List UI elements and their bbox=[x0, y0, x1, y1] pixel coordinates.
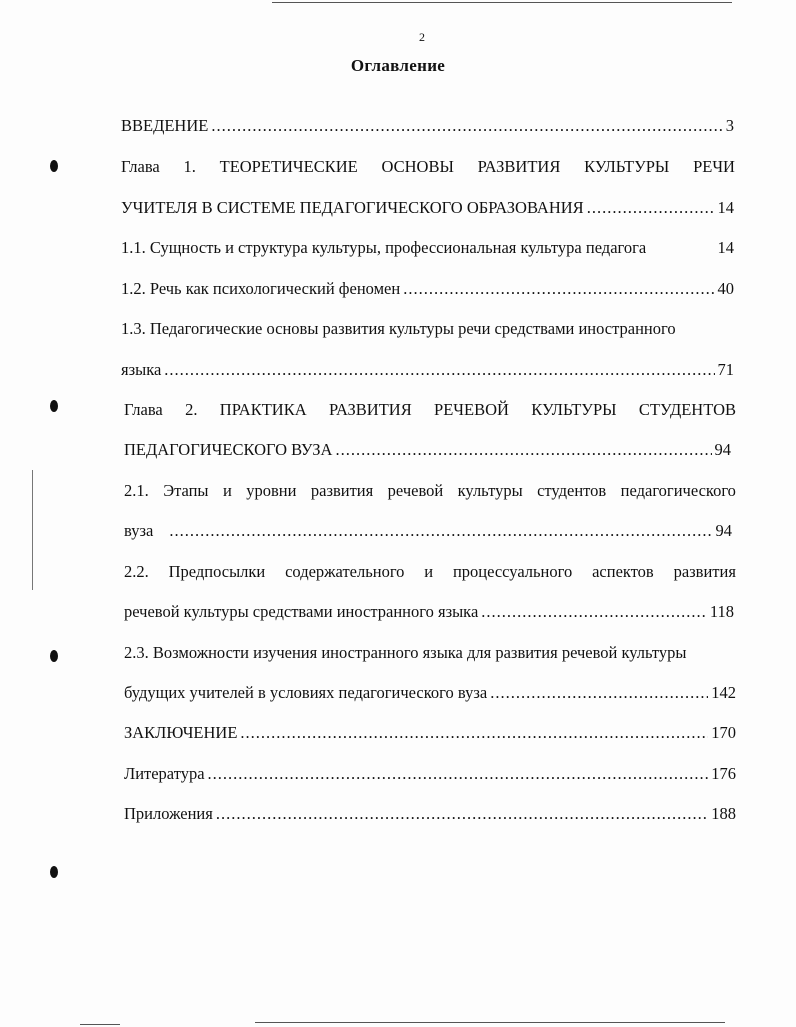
toc-word: Глава bbox=[124, 400, 163, 419]
toc-entry-1-3-line-2 bbox=[121, 360, 734, 380]
toc-leader-dots bbox=[164, 360, 714, 380]
toc-word: и bbox=[222, 481, 232, 500]
binding-hole-mark bbox=[50, 650, 58, 662]
toc-leader-dots bbox=[208, 764, 709, 784]
toc-word: СТУДЕНТОВ bbox=[638, 400, 736, 419]
toc-entry-title: языка bbox=[121, 360, 162, 379]
toc-word: 1. bbox=[183, 157, 196, 176]
toc-word: развития bbox=[310, 481, 374, 500]
scan-edge-bottom-left bbox=[80, 1024, 120, 1025]
toc-word: РЕЧЕВОЙ bbox=[434, 400, 509, 419]
toc-entry-page: 142 bbox=[711, 683, 736, 702]
toc-leader-dots bbox=[403, 279, 714, 299]
toc-word: речевой bbox=[387, 481, 444, 500]
toc-entry-1-1 bbox=[121, 238, 734, 258]
toc-word: содержательного bbox=[285, 562, 405, 581]
toc-entry-title: Приложения bbox=[124, 804, 213, 823]
toc-word: РАЗВИТИЯ bbox=[328, 400, 412, 419]
toc-entry-conclusion bbox=[124, 723, 736, 743]
binding-hole-mark bbox=[50, 160, 58, 172]
toc-entry-literature bbox=[124, 764, 736, 784]
toc-word: КУЛЬТУРЫ bbox=[584, 157, 670, 176]
toc-word: 2.1. bbox=[124, 481, 149, 500]
toc-entry-title: будущих учителей в условиях педагогического вуза bbox=[124, 683, 488, 702]
binding-hole-mark bbox=[50, 866, 58, 878]
toc-leader-dots bbox=[587, 198, 715, 218]
toc-word: 2.2. bbox=[124, 562, 149, 581]
toc-word: РЕЧИ bbox=[693, 157, 735, 176]
toc-entry-2-3-line-2 bbox=[124, 683, 736, 703]
toc-entry-page: 3 bbox=[725, 116, 734, 135]
toc-entry-page: 188 bbox=[711, 804, 736, 823]
toc-entry-title: вуза bbox=[124, 521, 154, 540]
toc-entry-chapter-2-line-2 bbox=[124, 440, 731, 460]
toc-entry-chapter-2-line-1 bbox=[124, 400, 736, 420]
toc-word: Глава bbox=[121, 157, 160, 176]
toc-word: педагогического bbox=[620, 481, 736, 500]
toc-word: 2. bbox=[185, 400, 198, 419]
toc-entry-title: речевой культуры средствами иностранного языка bbox=[124, 602, 479, 621]
toc-entry-page: 170 bbox=[711, 723, 736, 742]
toc-word: культуры bbox=[457, 481, 523, 500]
toc-leader-dots bbox=[211, 116, 722, 136]
toc-entry-title: 1.3. Педагогические основы развития культуры речи средствами иностранного bbox=[121, 319, 676, 338]
toc-entry-page: 94 bbox=[715, 521, 732, 540]
toc-leader-dots bbox=[240, 723, 708, 743]
toc-entry-2-1-line-2 bbox=[124, 521, 732, 541]
toc-word: Этапы bbox=[163, 481, 209, 500]
toc-entry-page: 14 bbox=[717, 238, 734, 257]
toc-entry-2-1-line-1 bbox=[124, 481, 736, 501]
toc-entry-title: 2.3. Возможности изучения иностранного языка для развития речевой культуры bbox=[124, 643, 687, 662]
toc-leader-dots bbox=[490, 683, 708, 703]
toc-word: уровни bbox=[246, 481, 297, 500]
toc-leader-dots bbox=[335, 440, 711, 460]
toc-entry-2-2-line-2 bbox=[124, 602, 734, 622]
toc-word: развития bbox=[673, 562, 736, 581]
toc-entry-1-2 bbox=[121, 279, 734, 299]
page-title: Оглавление bbox=[350, 56, 446, 75]
binding-hole-mark bbox=[50, 400, 58, 412]
scan-edge-bottom bbox=[255, 1022, 725, 1023]
toc-word: КУЛЬТУРЫ bbox=[531, 400, 617, 419]
toc-word: ТЕОРЕТИЧЕСКИЕ bbox=[219, 157, 358, 176]
toc-word: процессуального bbox=[452, 562, 573, 581]
toc-word: и bbox=[424, 562, 434, 581]
scan-margin-line bbox=[32, 470, 33, 590]
toc-entry-title: ПЕДАГОГИЧЕСКОГО ВУЗА bbox=[124, 440, 333, 459]
toc-entry-intro bbox=[121, 116, 734, 136]
toc-entry-chapter-1-line-2 bbox=[121, 198, 734, 218]
toc-entry-page: 14 bbox=[717, 198, 734, 217]
toc-entry-appendices bbox=[124, 804, 736, 824]
toc-entry-page: 40 bbox=[717, 279, 734, 298]
toc-word: студентов bbox=[537, 481, 607, 500]
scan-edge-top bbox=[272, 2, 732, 3]
toc-word: аспектов bbox=[592, 562, 654, 581]
toc-leader-dots bbox=[169, 521, 712, 541]
toc-entry-page: 94 bbox=[714, 440, 731, 459]
toc-entry-title: УЧИТЕЛЯ В СИСТЕМЕ ПЕДАГОГИЧЕСКОГО ОБРАЗОВАНИЯ bbox=[121, 198, 584, 217]
toc-entry-title: ВВЕДЕНИЕ bbox=[121, 116, 209, 135]
toc-entry-2-2-line-1 bbox=[124, 562, 736, 582]
toc-word: Предпосылки bbox=[168, 562, 266, 581]
toc-entry-title: Литература bbox=[124, 764, 205, 783]
toc-word: ОСНОВЫ bbox=[381, 157, 454, 176]
toc-entry-page: 176 bbox=[711, 764, 736, 783]
toc-entry-2-3-line-1 bbox=[124, 643, 687, 663]
toc-word: ПРАКТИКА bbox=[219, 400, 307, 419]
toc-entry-title: 1.2. Речь как психологический феномен bbox=[121, 279, 401, 298]
toc-leader-dots bbox=[481, 602, 707, 622]
toc-entry-page: 118 bbox=[709, 602, 734, 621]
toc-leader-dots bbox=[216, 804, 708, 824]
toc-entry-chapter-1-line-1 bbox=[121, 157, 735, 177]
toc-entry-title: ЗАКЛЮЧЕНИЕ bbox=[124, 723, 238, 742]
page-number: 2 bbox=[419, 30, 425, 44]
toc-word: РАЗВИТИЯ bbox=[477, 157, 561, 176]
toc-entry-1-3-line-1 bbox=[121, 319, 676, 339]
toc-entry-title: 1.1. Сущность и структура культуры, профессиональная культура педагога bbox=[121, 238, 647, 257]
toc-entry-page: 71 bbox=[717, 360, 734, 379]
